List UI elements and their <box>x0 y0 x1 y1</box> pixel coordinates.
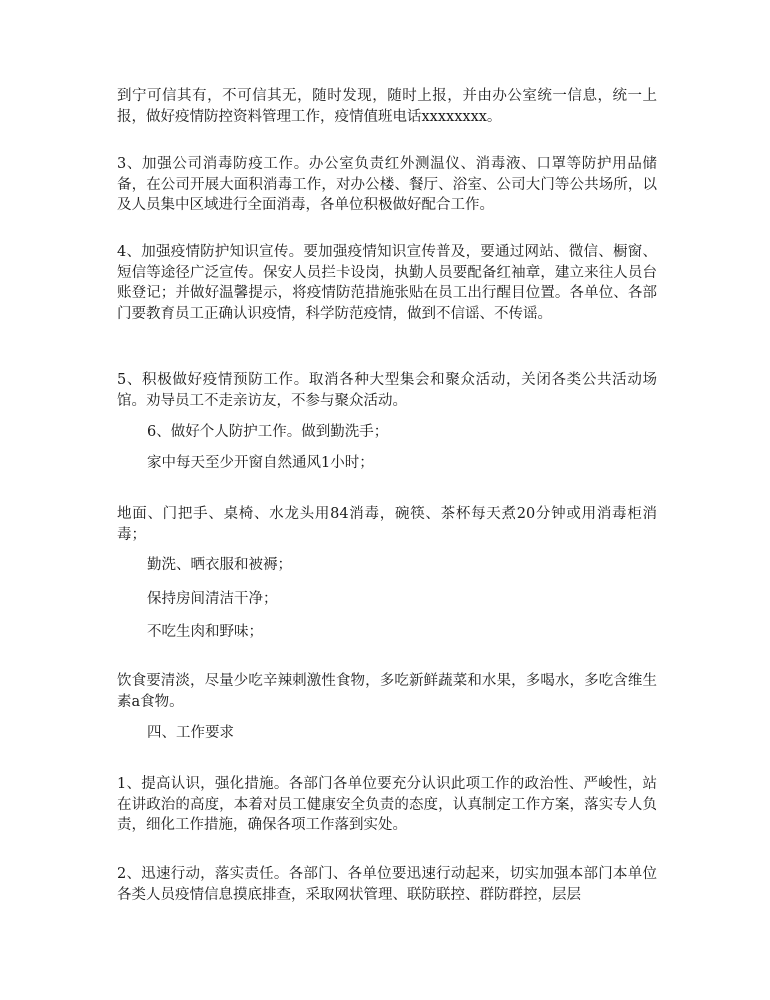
paragraph-ventilation: 家中每天至少开窗自然通风1小时； <box>147 455 374 471</box>
paragraph-knowledge-promotion: 4、加强疫情防护知识宣传。要加强疫情知识宣传普及，要通过网站、微信、橱窗、短信等途径广泛宣传。保安人员拦卡设岗，执勤人员要配备红袖章，建立来往人员台账登记；并做好温馨提示，将疫情防范措施张贴在员工出行醒目位置。各单位、各部门要教育员工正确认识疫情，科学防范疫情，做到不信谣、不传谣。 <box>117 244 657 322</box>
paragraph-rapid-action: 2、迅速行动，落实责任。各部门、各单位要迅速行动起来，切实加强本部门本单位各类人员疫情信息摸底排查，采取网状管理、联防联控、群防群控，层层 <box>117 866 657 903</box>
paragraph-prevention: 5、积极做好疫情预防工作。取消各种大型集会和聚众活动，关闭各类公共活动场馆。劝导员工不走亲访友，不参与聚众活动。 <box>117 372 657 409</box>
paragraph-diet: 饮食要清淡，尽量少吃辛辣刺激性食物，多吃新鲜蔬菜和水果，多喝水，多吃含维生素a食物。 <box>117 673 657 710</box>
paragraph-personal-protection: 6、做好个人防护工作。做到勤洗手； <box>147 424 389 440</box>
section-heading-work-requirements: 四、工作要求 <box>147 725 234 741</box>
paragraph-surface-disinfection: 地面、门把手、桌椅、水龙头用84消毒，碗筷、茶杯每天煮20分钟或用消毒柜消毒； <box>117 506 657 543</box>
paragraph-laundry: 勤洗、晒衣服和被褥； <box>147 557 292 573</box>
paragraph-cleanliness: 保持房间清洁干净； <box>147 591 278 607</box>
paragraph-reporting: 到宁可信其有，不可信其无，随时发现，随时上报，并由办公室统一信息，统一上报，做好疫情防控资料管理工作，疫情值班电话xxxxxxxx。 <box>117 88 657 125</box>
paragraph-no-raw-meat: 不吃生肉和野味； <box>147 624 263 640</box>
paragraph-disinfection: 3、加强公司消毒防疫工作。办公室负责红外测温仪、消毒液、口罩等防护用品储备，在公司开展大面积消毒工作，对办公楼、餐厅、浴室、公司大门等公共场所，以及人员集中区域进行全面消毒，各单位积极做好配合工作。 <box>117 156 657 213</box>
paragraph-awareness: 1、提高认识，强化措施。各部门各单位要充分认识此项工作的政治性、严峻性，站在讲政治的高度，本着对员工健康安全负责的态度，认真制定工作方案，落实专人负责，细化工作措施，确保各项工作落到实处。 <box>117 776 657 833</box>
